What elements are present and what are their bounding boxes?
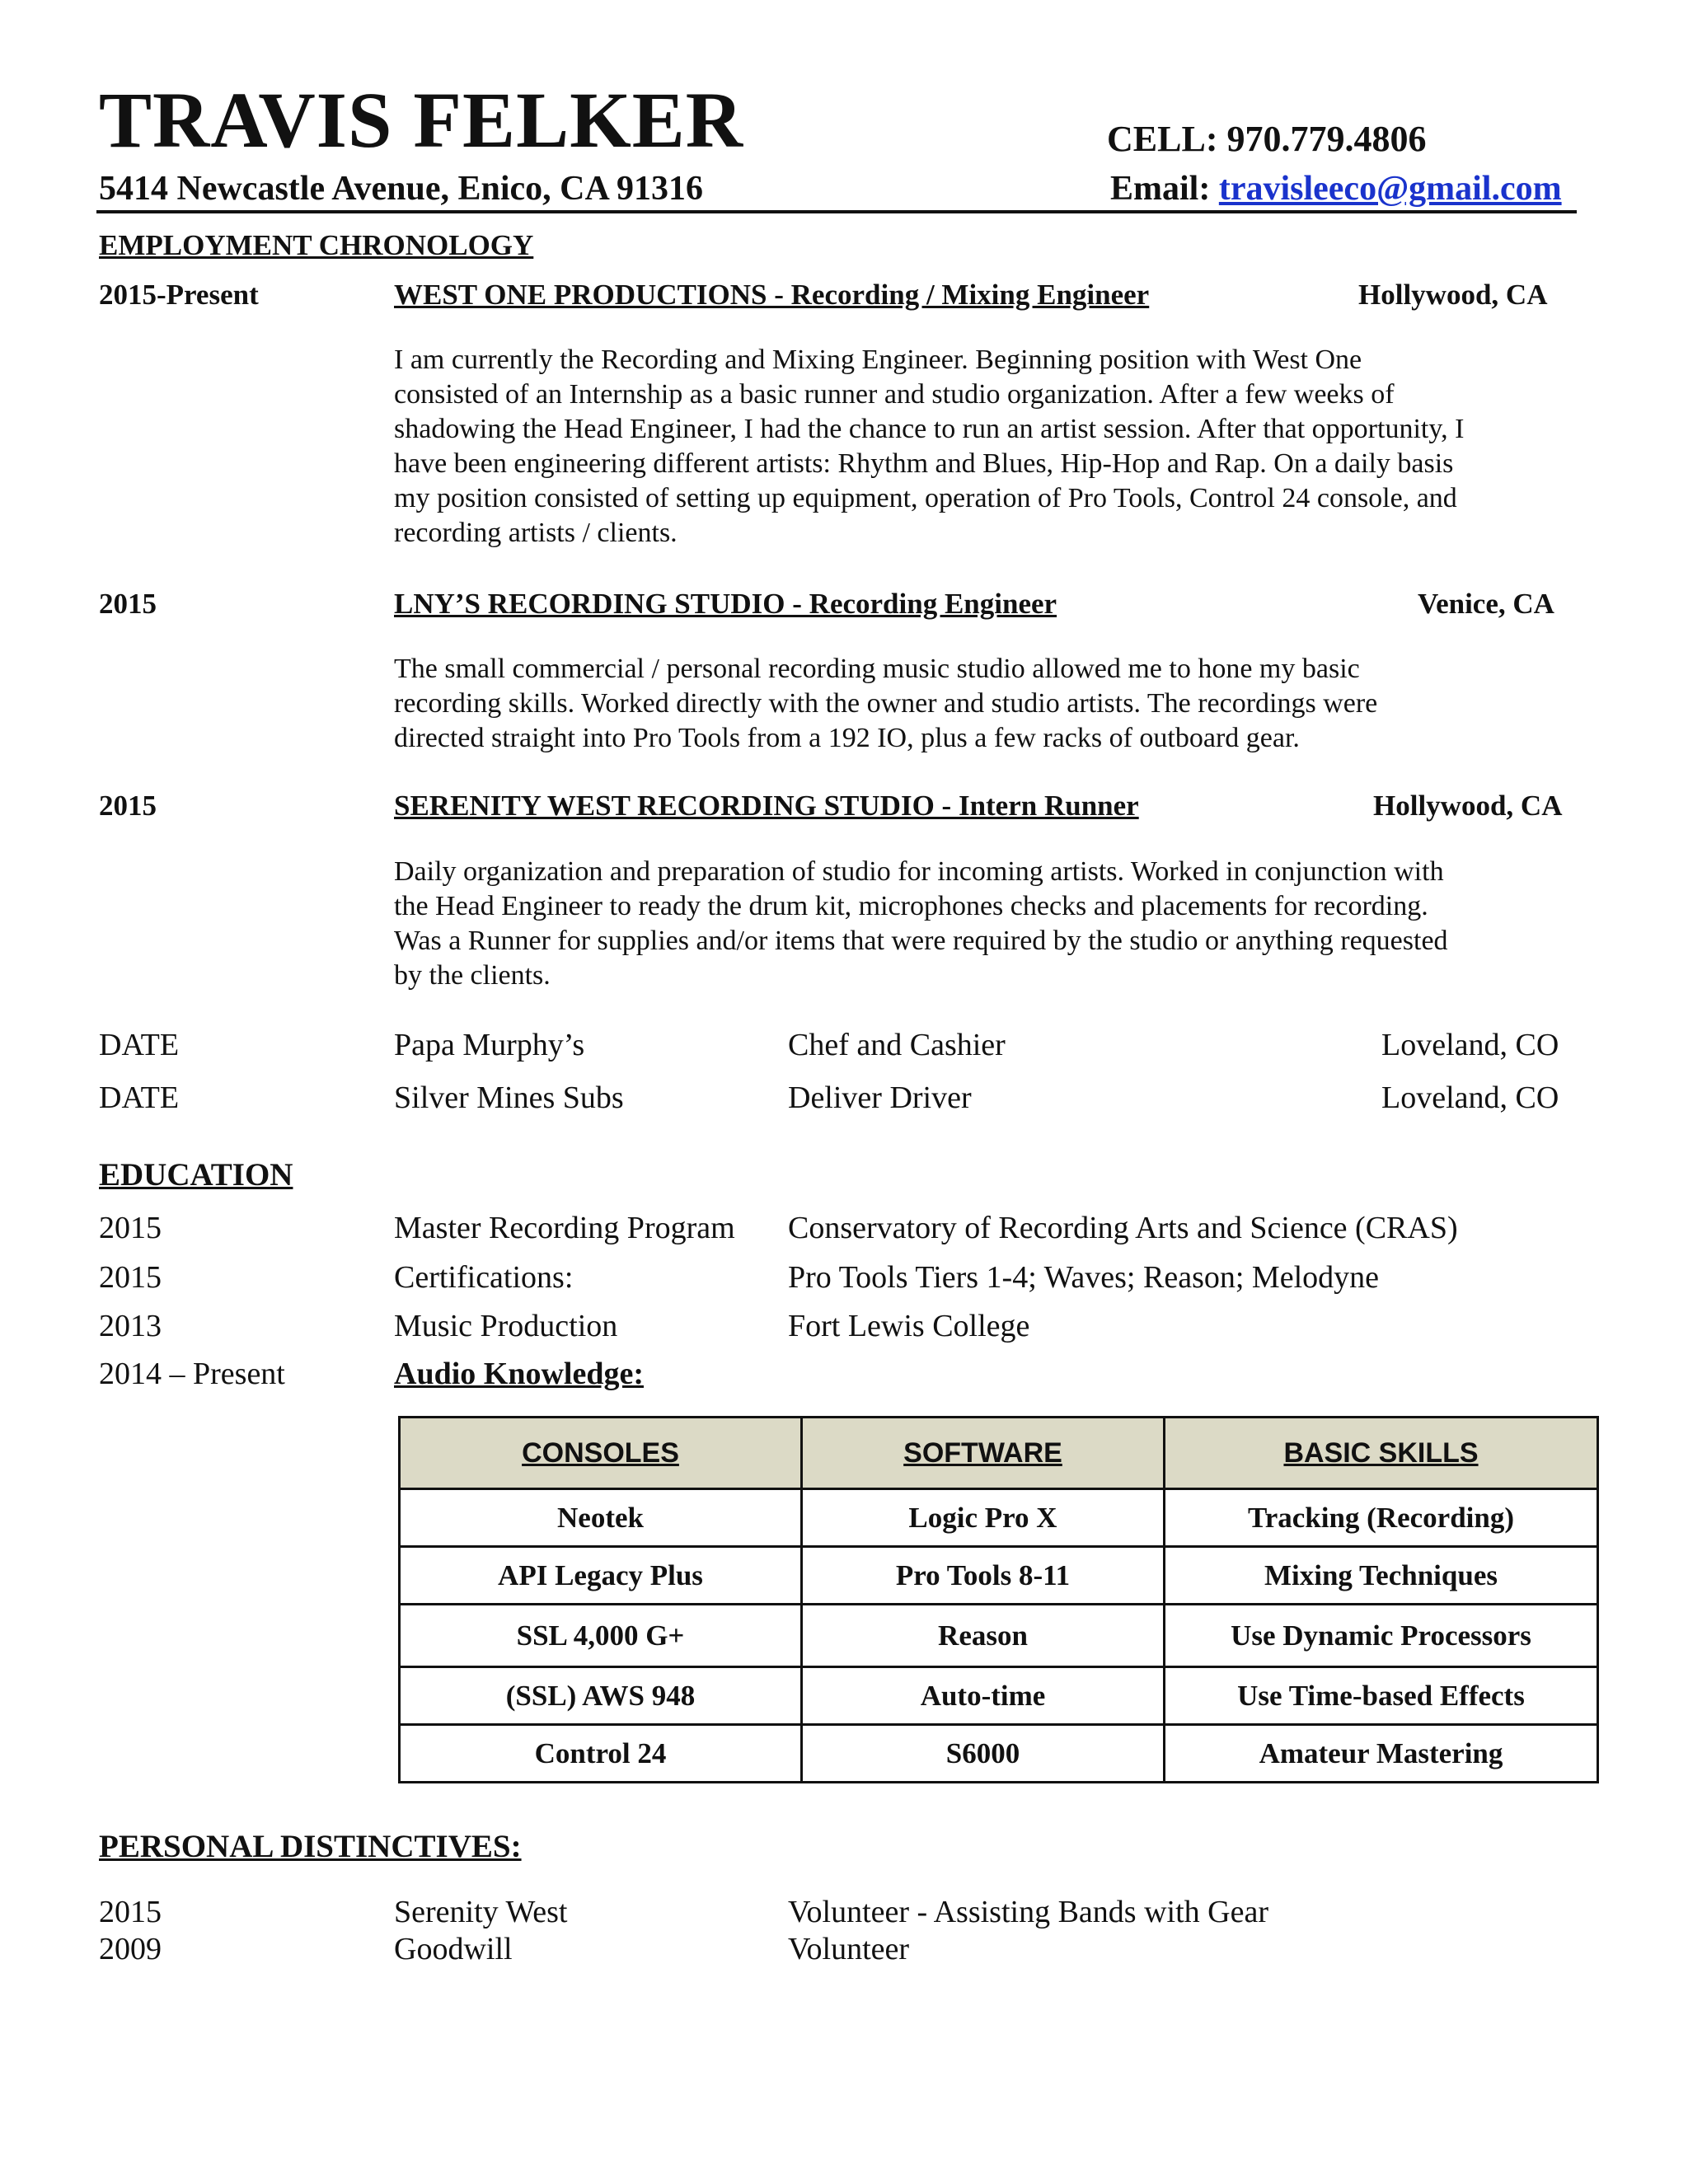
education-program: Master Recording Program (394, 1211, 735, 1245)
job-description: I am currently the Recording and Mixing Engineer. Beginning position with West One consisted of an Internship as a basic runner and studio organization. After a few weeks of shadowing the Head Engineer, I had the chance to run an artist session. After that opportunity, I have been engineering different artists: Rhythm and Blues, Hip-Hop and Rap. On a daily basis my position consisted of setting up equipment, operation of Pro Tools, Control 24 console, and recording artists / clients. (394, 344, 1465, 548)
table-cell: API Legacy Plus (400, 1547, 802, 1605)
table-cell: Control 24 (400, 1725, 802, 1783)
job-date: 2015-Present (99, 279, 259, 311)
job-description: Daily organization and preparation of studio for incoming artists. Worked in conjunction with the Head Engineer to ready the drum kit, microphones checks and placements for recording. Was a Runner for supplies and/or items that were required by the studio or anything requested by the clients. (394, 856, 1448, 991)
table-cell: Amateur Mastering (1165, 1725, 1598, 1783)
other-job-employer: Silver Mines Subs (394, 1080, 624, 1115)
table-cell: Pro Tools 8-11 (802, 1547, 1165, 1605)
job-title: WEST ONE PRODUCTIONS - Recording / Mixing Engineer (394, 279, 1150, 311)
job-title: LNY’S RECORDING STUDIO - Recording Engineer (394, 588, 1057, 620)
table-cell: S6000 (802, 1725, 1165, 1783)
distinctive-org: Goodwill (394, 1932, 513, 1966)
table-cell: Reason (802, 1605, 1165, 1667)
column-header: BASIC SKILLS (1165, 1418, 1598, 1489)
other-job-role: Deliver Driver (788, 1080, 972, 1115)
audio-knowledge-table (398, 1416, 1599, 1783)
education-detail: Pro Tools Tiers 1-4; Waves; Reason; Melodyne (788, 1260, 1379, 1295)
job-location: Hollywood, CA (1373, 790, 1563, 822)
table-header-row (400, 1418, 1598, 1489)
table-cell: Use Time-based Effects (1165, 1667, 1598, 1725)
table-cell: Auto-time (802, 1667, 1165, 1725)
education-year: 2015 (99, 1211, 162, 1245)
education-year: 2013 (99, 1309, 162, 1343)
other-job-location: Loveland, CO (1381, 1028, 1559, 1062)
table-cell: Use Dynamic Processors (1165, 1605, 1598, 1667)
candidate-name: TRAVIS FELKER (99, 76, 744, 164)
table-cell: (SSL) AWS 948 (400, 1667, 802, 1725)
education-program: Music Production (394, 1309, 618, 1343)
job-title: SERENITY WEST RECORDING STUDIO - Intern Runner (394, 790, 1139, 822)
audio-knowledge-heading: Audio Knowledge: (394, 1357, 644, 1391)
employment-heading: EMPLOYMENT CHRONOLOGY (99, 229, 534, 261)
job-date: 2015 (99, 790, 157, 822)
other-job-employer: Papa Murphy’s (394, 1028, 585, 1062)
distinctive-year: 2015 (99, 1895, 162, 1929)
table-row (400, 1605, 1598, 1667)
job-date: 2015 (99, 588, 157, 620)
other-job-date: DATE (99, 1080, 180, 1115)
table-cell: Mixing Techniques (1165, 1547, 1598, 1605)
distinctives-heading: PERSONAL DISTINCTIVES: (99, 1829, 522, 1864)
table-cell: Logic Pro X (802, 1489, 1165, 1547)
other-job-role: Chef and Cashier (788, 1028, 1006, 1062)
email-label: Email: (1110, 170, 1219, 208)
other-job-location: Loveland, CO (1381, 1080, 1559, 1115)
address: 5414 Newcastle Avenue, Enico, CA 91316 (99, 170, 704, 208)
table-cell: Tracking (Recording) (1165, 1489, 1598, 1547)
table-row (400, 1489, 1598, 1547)
audio-knowledge-year: 2014 – Present (99, 1357, 285, 1391)
column-header: SOFTWARE (802, 1418, 1165, 1489)
table-row (400, 1725, 1598, 1783)
cell-phone: CELL: 970.779.4806 (1107, 119, 1427, 159)
job-location: Hollywood, CA (1358, 279, 1548, 311)
distinctive-year: 2009 (99, 1932, 162, 1966)
table-cell: SSL 4,000 G+ (400, 1605, 802, 1667)
job-location: Venice, CA (1418, 588, 1554, 620)
education-program: Certifications: (394, 1260, 574, 1295)
table-row (400, 1547, 1598, 1605)
other-job-date: DATE (99, 1028, 180, 1062)
column-header: CONSOLES (400, 1418, 802, 1489)
email-link[interactable]: travisleeco@gmail.com (1218, 170, 1562, 208)
distinctive-role: Volunteer (788, 1932, 910, 1966)
distinctive-org: Serenity West (394, 1895, 568, 1929)
education-detail: Conservatory of Recording Arts and Science (CRAS) (788, 1211, 1458, 1245)
education-detail: Fort Lewis College (788, 1309, 1030, 1343)
job-description: The small commercial / personal recording music studio allowed me to hone my basic recording skills. Worked directly with the owner and studio artists. The recordings were directed straight into Pro Tools from a 192 IO, plus a few racks of outboard gear. (394, 654, 1378, 753)
table-cell: Neotek (400, 1489, 802, 1547)
education-year: 2015 (99, 1260, 162, 1295)
distinctive-role: Volunteer - Assisting Bands with Gear (788, 1895, 1268, 1929)
header-rule (96, 210, 1577, 213)
table-row (400, 1667, 1598, 1725)
email-line (1110, 169, 1562, 209)
education-heading: EDUCATION (99, 1157, 293, 1193)
